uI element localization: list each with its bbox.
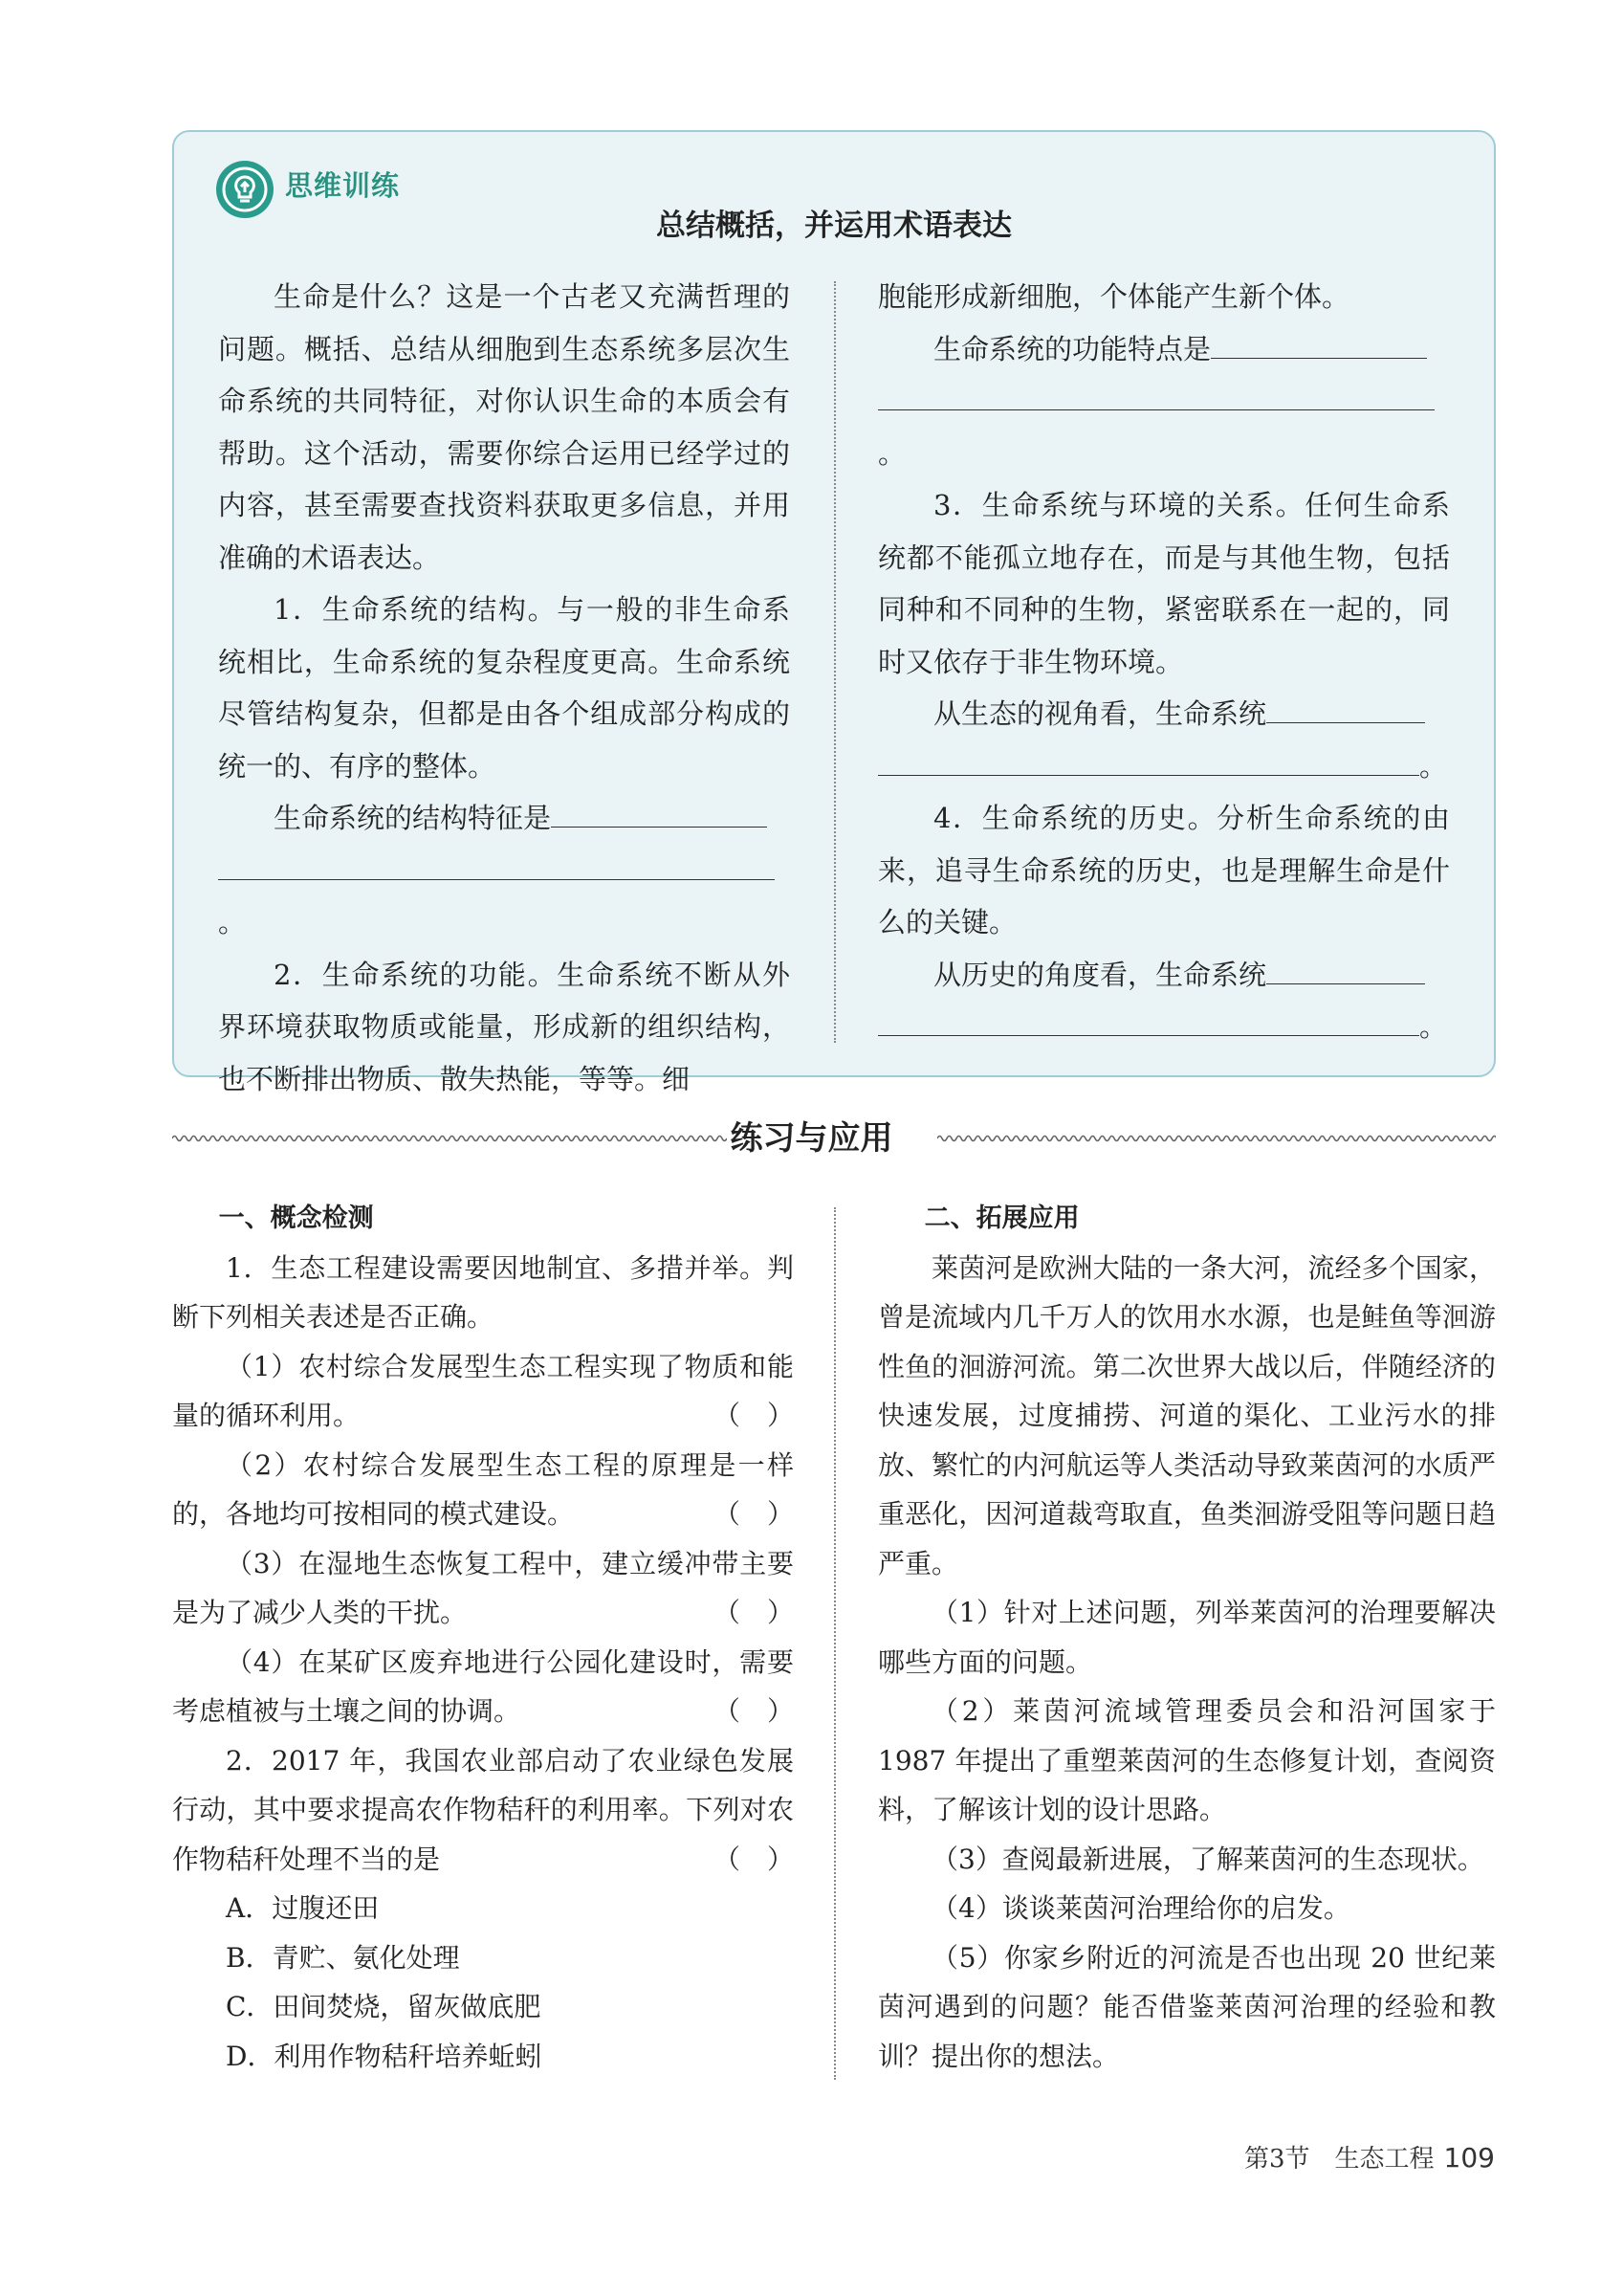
answer-paren[interactable]: （ ） [713, 1400, 794, 1431]
page-number: 109 [1443, 2142, 1495, 2174]
question-1-2: （2）农村综合发展型生态工程的原理是一样的，各地均可按相同的模式建设。 （ ） [172, 1441, 794, 1539]
practice-column-divider [834, 1207, 836, 2080]
extension-q2: （2）莱茵河流域管理委员会和沿河国家于 1987 年提出了重塑莱茵河的生态修复计划，查阅资料，了解该计划的设计思路。 [878, 1695, 1496, 1825]
box-left-structure: 1．生命系统的结构。与一般的非生命系统相比，生命系统的复杂程度更高。生命系统尽管结构复杂，但都是由各个组成部分构成的统一的、有序的整体。 [218, 593, 790, 783]
option-b: B．青贮、氨化处理 [226, 1941, 460, 1974]
question-1: 1．生态工程建设需要因地制宜、多措并举。判断下列相关表述是否正确。 [172, 1251, 794, 1333]
box-left-column [218, 271, 790, 1105]
answer-blank-function[interactable] [1211, 327, 1427, 359]
box-right-function-line: 。 [878, 375, 1450, 479]
option-c: C．田间焚烧，留灰做底肥 [226, 1991, 541, 2022]
extension-q5: （5）你家乡附近的河流是否也出现 20 世纪莱茵河遇到的问题？能否借鉴莱茵河治理的经验和教训？提出你的想法。 [878, 1941, 1496, 2072]
question-1-4: （4）在某矿区废弃地进行公园化建设时，需要考虑植被与土壤之间的协调。 （ ） [172, 1638, 794, 1736]
box-left-structure-prompt: 生命系统的结构特征是 [218, 792, 790, 845]
option-a: A．过腹还田 [226, 1892, 380, 1924]
practice-title: 练习与应用 [730, 1119, 893, 1158]
answer-blank-function-2[interactable] [878, 379, 1435, 410]
extension-q3: （3）查阅最新进展，了解莱茵河的生态现状。 [932, 1843, 1484, 1875]
question-1-1: （1）农村综合发展型生态工程实现了物质和能量的循环利用。 （ ） [172, 1342, 794, 1441]
answer-paren[interactable]: （ ） [713, 1498, 794, 1530]
footer-section: 第3节 生态工程 [1244, 2145, 1435, 2174]
box-right-function-prompt: 生命系统的功能特点是 [878, 323, 1450, 376]
box-left-structure-line: 。 [218, 845, 790, 949]
box-right-ecology-prompt: 从生态的视角看，生命系统 [878, 688, 1450, 740]
box-right-column [878, 271, 1450, 1053]
answer-blank-ecology[interactable] [1266, 692, 1425, 723]
extension-q1: （1）针对上述问题，列举莱茵河的治理要解决哪些方面的问题。 [878, 1597, 1496, 1678]
answer-blank-structure[interactable] [551, 796, 767, 828]
question-2: 2．2017 年，我国农业部启动了农业绿色发展行动，其中要求提高农作物秸秆的利用率。下列对农作物秸秆处理不当的是 （ ） [172, 1736, 794, 1885]
answer-blank-history-2[interactable] [878, 1004, 1419, 1036]
box-left-function: 2．生命系统的功能。生命系统不断从外界环境获取物质或能量，形成新的组织结构，也不断排出物质、散失热能，等等。细 [218, 958, 790, 1095]
answer-paren[interactable]: （ ） [713, 1843, 794, 1875]
box-right-cont: 胞能形成新细胞，个体能产生新个体。 [878, 280, 1350, 313]
page-footer [1244, 2139, 1495, 2175]
box-right-ecology-line: 。 [878, 740, 1450, 793]
box-right-environment: 3．生命系统与环境的关系。任何生命系统都不能孤立地存在，而是与其他生物，包括同种和不同种的生物，紧密联系在一起的，同时又依存于非生物环境。 [878, 489, 1450, 678]
box-right-history: 4．生命系统的历史。分析生命系统的由来，追寻生命系统的历史，也是理解生命是什么的关键。 [878, 802, 1450, 938]
box-subtitle: 总结概括，并运用术语表达 [656, 209, 1012, 243]
box-column-divider [834, 281, 836, 1043]
answer-blank-history[interactable] [1266, 953, 1425, 984]
answer-paren[interactable]: （ ） [713, 1695, 794, 1727]
practice-right-column [878, 1194, 1496, 2081]
practice-left-column [172, 1194, 794, 2081]
box-heading: 思维训练 [285, 169, 401, 202]
box-right-history-line: 。 [878, 1001, 1450, 1053]
extension-heading: 二、拓展应用 [924, 1203, 1080, 1233]
extension-q4: （4）谈谈莱茵河治理给你的启发。 [932, 1892, 1350, 1924]
answer-blank-ecology-2[interactable] [878, 744, 1419, 776]
answer-blank-structure-2[interactable] [218, 849, 775, 880]
option-d: D．利用作物秸秆培养蚯蚓 [226, 2040, 542, 2072]
answer-paren[interactable]: （ ） [713, 1597, 794, 1628]
box-right-history-prompt: 从历史的角度看，生命系统 [878, 949, 1450, 1002]
concept-check-heading: 一、概念检测 [218, 1203, 374, 1233]
rhine-passage: 莱茵河是欧洲大陆的一条大河，流经多个国家，曾是流域内几千万人的饮用水水源，也是鲑鱼等洄游性鱼的洄游河流。第二次世界大战以后，伴随经济的快速发展，过度捕捞、河道的渠化、工业污水的排放、繁忙的内河航运等人类活动导致莱茵河的水质严重恶化，因河道裁弯取直，鱼类洄游受阻等问题日趋严重。 [878, 1251, 1496, 1579]
question-1-3: （3）在湿地生态恢复工程中，建立缓冲带主要是为了减少人类的干扰。 （ ） [172, 1539, 794, 1638]
box-left-intro: 生命是什么？这是一个古老又充满哲理的问题。概括、总结从细胞到生态系统多层次生命系统的共同特征，对你认识生命的本质会有帮助。这个活动，需要你综合运用已经学过的内容，甚至需要查找资料获取更多信息，并用准确的术语表达。 [218, 280, 790, 574]
